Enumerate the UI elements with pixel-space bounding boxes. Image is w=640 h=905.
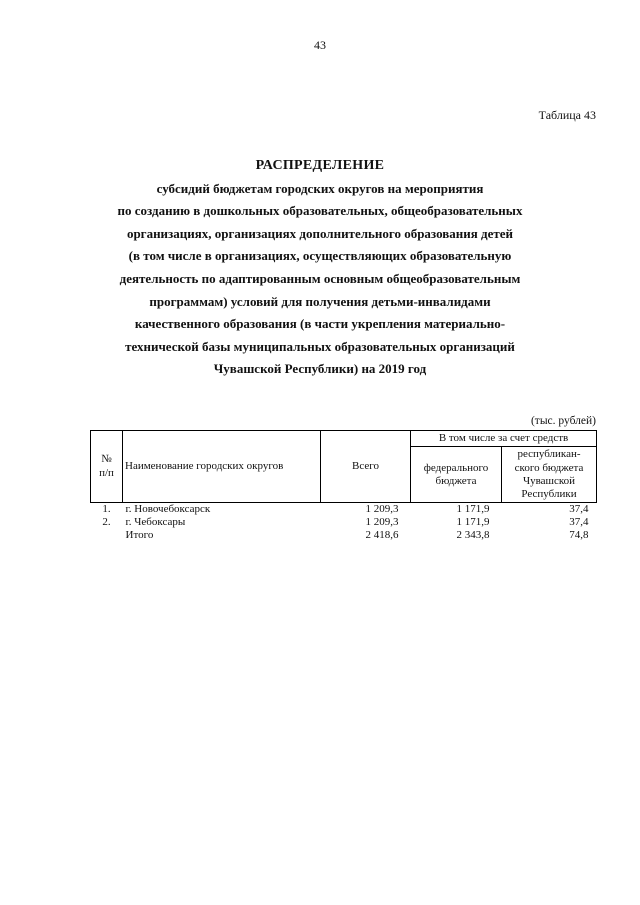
title-line: деятельность по адаптированным основным общеобразовательным [119,270,521,286]
table-label: Таблица 43 [538,108,596,122]
cell-total: 2 418,6 [365,529,399,542]
cell-total: 1 209,3 [365,516,399,529]
table-header-row [91,431,597,447]
cell-num [91,529,123,542]
cell-republic: 37,4 [569,503,589,516]
page-number: 43 [314,38,326,52]
title-line: субсидий бюджетам городских округов на мероприятия [156,180,484,196]
cell-federal: 2 343,8 [456,529,490,542]
header-federal: федерального бюджета [411,447,502,503]
units-label: (тыс. рублей) [530,415,596,427]
table-total-row [91,529,597,542]
cell-republic: 74,8 [569,529,589,542]
title-line: организациях, организациях дополнительного образования детей [126,225,514,241]
title-line: по созданию в дошкольных образовательных, общеобразовательных [117,203,523,219]
table-row [91,503,597,517]
cell-name: г. Новочебоксарск [125,503,211,516]
cell-name: Итого [125,529,154,542]
title-line: Чувашской Республики) на 2019 год [213,361,427,377]
cell-num: 2. [102,516,111,529]
cell-name: г. Чебоксары [125,516,186,529]
header-group: В том числе за счет средств [411,431,597,447]
header-total: Всего [321,431,411,503]
header-name: Наименование городских округов [123,431,321,503]
header-republic: республикан- ского бюджета Чувашской Республики [502,447,597,503]
title-line: программам) условий для получения детьми-инвалидами [149,293,491,309]
table-row [91,516,597,529]
header-num: № п/п [91,431,123,503]
distribution-table [90,430,597,542]
cell-federal: 1 171,9 [456,503,490,516]
cell-num: 1. [102,503,111,516]
title-line: (в том числе в организациях, осуществляющих образовательную [128,248,512,264]
cell-republic: 37,4 [569,516,589,529]
cell-total: 1 209,3 [365,503,399,516]
document-title [60,155,580,381]
title-line: качественного образования (в части укрепления материально- [134,316,506,332]
title-main: РАСПРЕДЕЛЕНИЕ [255,158,385,173]
title-line: технической базы муниципальных образовательных организаций [125,338,515,354]
cell-federal: 1 171,9 [456,516,490,529]
